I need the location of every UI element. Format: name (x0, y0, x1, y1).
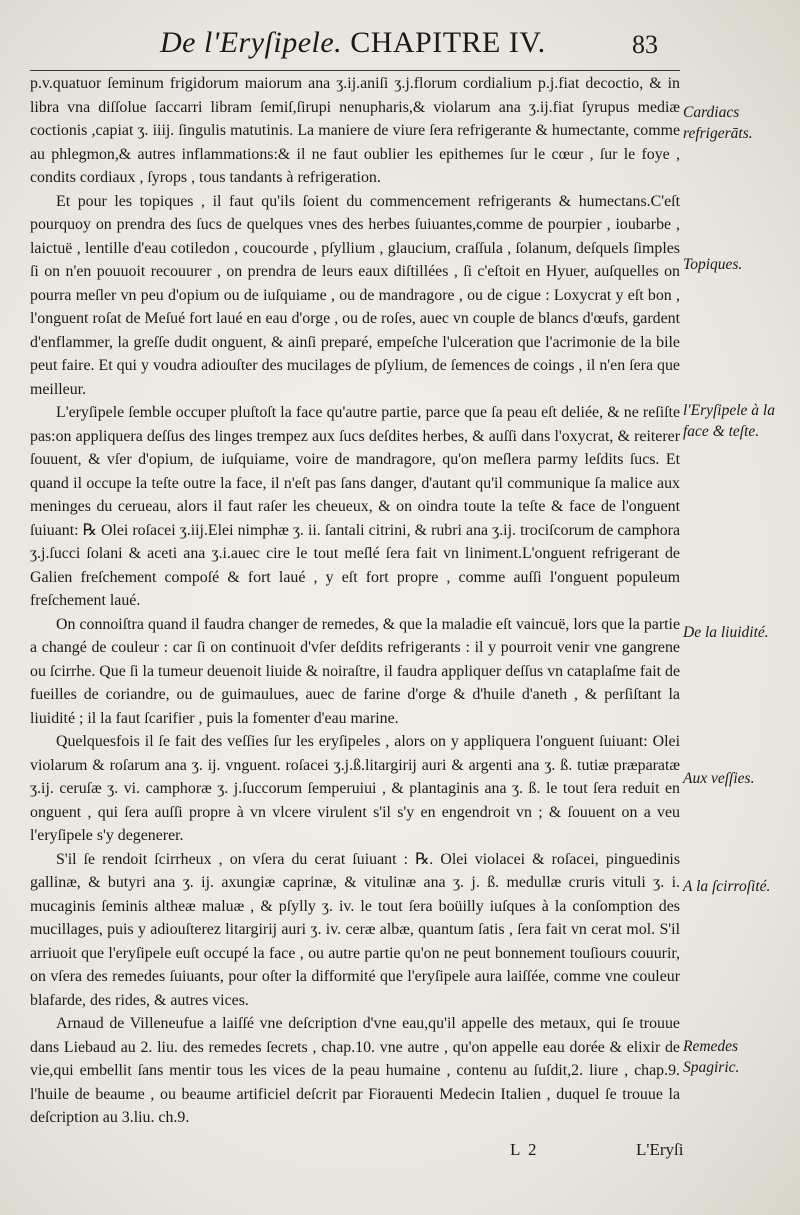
signature-mark: L 2 (510, 1140, 539, 1159)
paragraph-5: Quelquesfois il ſe fait des veſſies ſur les eryſipeles , alors on y appliquera l'onguent ſuiuant: Olei violarum & roſarum ana ʒ. ij. vnguent. roſacei ʒ.j.ß.litargirij auri & argenti ana ʒ. ß. tutiæ præparatæ ʒ.ij. ceruſæ ʒ. vi. camphoræ ʒ. j.ſuccorum ſemperuiui , & plantaginis ana ʒ. ß. le tout ſera reduit en onguent , qui ſera auſſi propre à vn vlcere virulent s'il s'y en engendroit vn ; & ſouuent on a veu l'eryſipele s'y degenerer. (30, 733, 680, 844)
paragraph-1: p.v.quatuor ſeminum frigidorum maiorum ana ʒ.ij.aniſi ʒ.j.florum cordialium p.j.fiat decoctio, & in libra vna diſſolue ſaccarri libram ſemiſ,ſirupi nenupharis,& violarum ana ʒ.ij.fiat ſyrupus mediæ coctionis ,capiat ʒ. iiij. ſingulis matutinis. La maniere de viure ſera refrigerante & humectante, comme au phlegmon,& autres inflammations:& il ne faut oublier les epithemes ſur le cœur , ſur le foye , condits cordiaux , ſyrops , tous tandants à refrigeration. (30, 75, 680, 186)
margin-note-cardiacs: Cardiacs refrigerāts. (683, 104, 753, 142)
margin-note-scirrosite: A la ſcirroſité. (683, 878, 771, 895)
paragraph-6: S'il ſe rendoit ſcirrheux , on vſera du cerat ſuiuant : ℞. Olei violacei & roſacei, pinguedinis gallinæ, & butyri ana ʒ. ij. axungiæ caprinæ, & vitulinæ ana ʒ. j. ß. medullæ cruris vituli ʒ. i. mucaginis ſeminis altheæ maluæ , & pſylly ʒ. iv. le tout ſera boüilly iuſques à la conſomption des mucillages, puis y adiouſterez litargirij auri ʒ. iv. ceræ albæ, quantum ſatis , ſera fait vn cerat mol. S'il arriuoit que l'eryſipele euſt occupé la face , ou autre partie qu'on ne peut bonnement touſiours couurir, on vſera des remedes ſuiuants, pour oſter la difformité que l'eryſipele aura laiſſée, comme vne couleur blafarde, des rides, & autres vices. (30, 850, 680, 1009)
margin-note-vessies: Aux veſſies. (683, 770, 755, 787)
main-text (30, 72, 680, 1130)
catchword: L'Eryſi (636, 1140, 684, 1159)
chapter-title: De l'Eryſipele. (160, 26, 343, 59)
chapter-number: CHAPITRE IV. (350, 26, 546, 59)
page-number: 83 (632, 30, 658, 59)
header-rule (30, 70, 680, 71)
running-header (160, 26, 680, 66)
margin-note-face: l'Eryſipele à la face & teſte. (683, 402, 775, 440)
paragraph-4: On connoiſtra quand il faudra changer de remedes, & que la maladie eſt vaincuë, lors que la partie a changé de couleur : car ſi on continuoit d'vſer deſdits refrigerants : il y pourroit venir vne gangrene ou ſcirrhe. Que ſi la tumeur deuenoit liuide & noiraſtre, il faudra appliquer deſſus vn cataplaſme fait de fueilles de coriandre, ou de guimaulues, auec de farine d'orge & d'huile d'aneth , & perſiſtant la liuidité ; il la faut ſcarifier , puis la fomenter d'eau marine. (30, 615, 680, 727)
paragraph-7: Arnaud de Villeneufue a laiſſé vne deſcription d'vne eau,qu'il appelle des metaux, qui ſe trouue dans Liebaud au 2. liu. des remedes ſecrets , chap.10. vne autre , qu'on appelle eau dorée & elixir de vie,qui embellit ſans mentir tous les vices de la peau humaine , contenu au ſuſdit,2. liure , chap.9. l'huile de beaume , ou beaume artificiel deſcrit par Fiorauenti Medecin Italien , duquel ſe trouue la deſcription au 3.liu. ch.9. (30, 1015, 680, 1126)
margin-note-remedes: Remedes Spagiric. (683, 1038, 740, 1076)
paragraph-3: L'eryſipele ſemble occuper pluſtoſt la face qu'autre partie, parce que ſa peau eſt deliée, & ne reſiſte pas:on appliquera deſſus des linges trempez aux ſucs deſdites herbes, & auſſi dans l'oxycrat, & reiterer ſouuent, & vſer d'opium, de iuſquiame, voire de mandragore, qu'on meſlera parmy leſdits ſucs. Et quand il occupe la teſte outre la face, il n'eſt pas ſans danger, d'autant qu'il communique ſa malice aux meninges du cerueau, alors il faut raſer les cheueux, & on oindra toute la teſte & face de l'onguent ſuiuant: ℞ Olei roſacei ʒ.iij.Elei nimphæ ʒ. ii. ſantali citrini, & rubri ana ʒ.ij. trociſcorum de camphora ʒ.j.ſucci ſolani & aceti ana ʒ.i.auec cire le tout meſlé ſera fait vn liniment.L'onguent refrigerant de Galien freſchement compoſé & fort laué , y eſt fort propre , comme auſſi l'onguent populeum freſchement laué. (30, 404, 680, 609)
margin-note-liuidite: De la liuidité. (683, 624, 769, 641)
paragraph-2: Et pour les topiques , il faut qu'ils ſoient du commencement refrigerants & humectans.C'eſt pourquoy on prendra des ſucs de quelques vnes des herbes ſuiuantes,comme de pourpier , ioubarbe , laictuë , lentille d'eau cotiledon , coucourde , pſyllium , glaucium, craſſula , ſolanum, deſquels ſimples ſi on n'en pouuoit recouurer , on prendra de leurs eaux diſtillées , ſi c'eſtoit en Hyuer, auſquelles on pourra meſler vn peu d'opium ou de iuſquiame , ou de mandragore , ou de cigue : Loxycrat y eſt bon , l'onguent roſat de Meſué fort laué en eau d'orge , ou de roſes, auec vn couple de blancs d'œufs, gardent d'enflammer, la greſſe dudit onguent, & ainſi preparé, empeſche l'ulceration que l'acrimonie de la bile peut faire. Et qui y voudra adiouſter des mucilages de pſylium, de ſemences de coings , il n'en ſera que meilleur. (30, 192, 680, 398)
margin-note-topiques: Topiques. (683, 256, 743, 273)
